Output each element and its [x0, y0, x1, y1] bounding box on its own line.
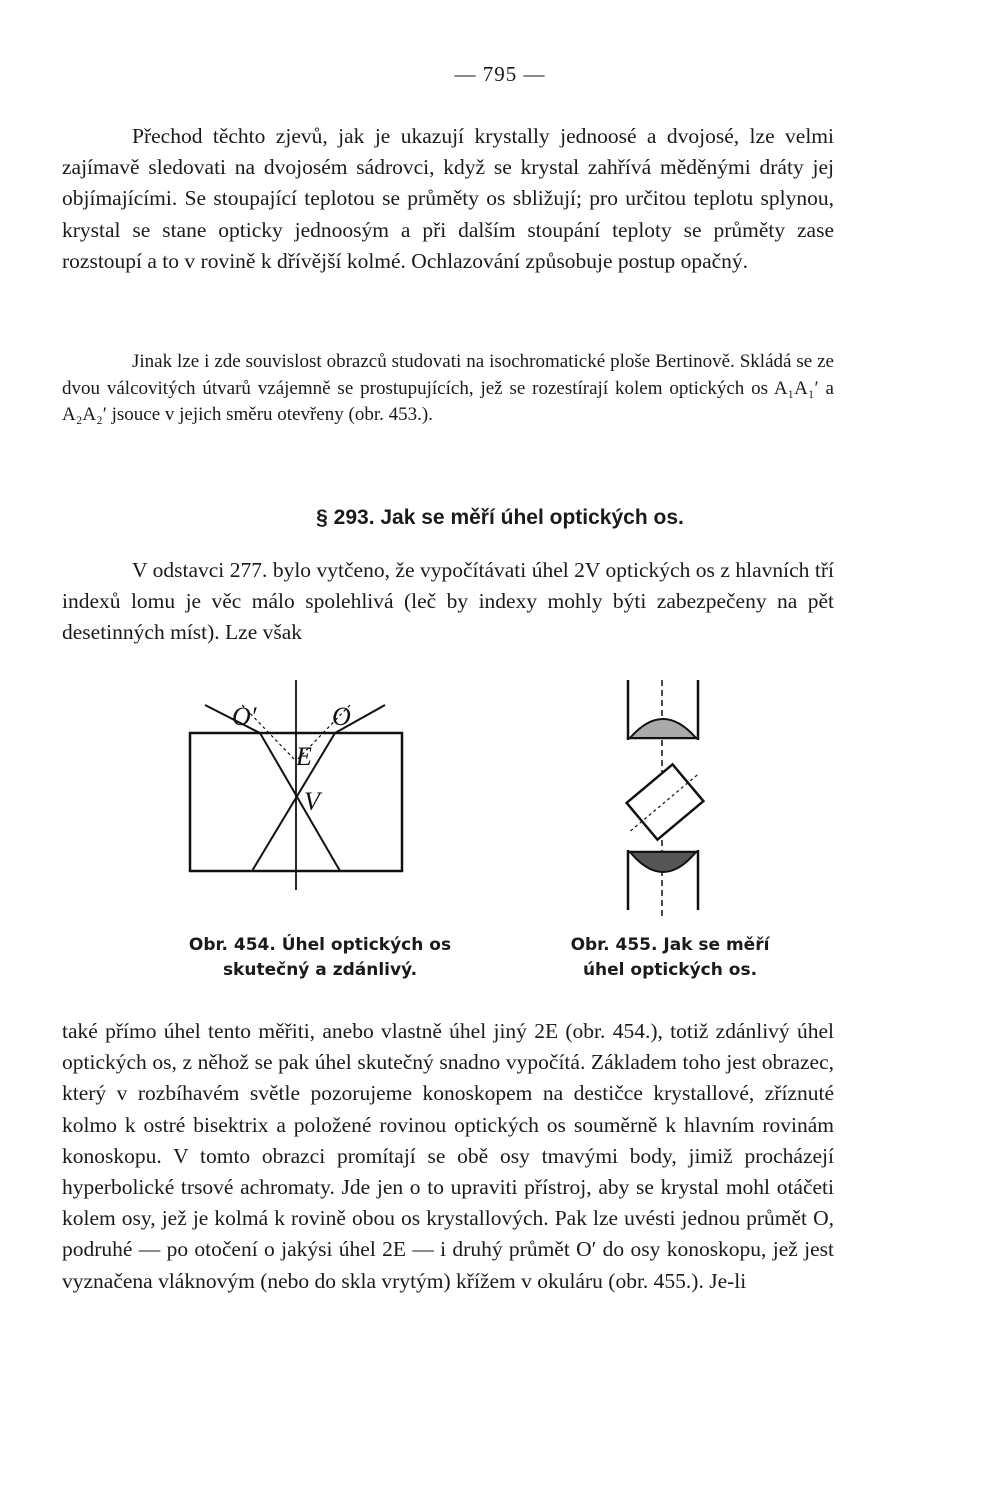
ray-cross-2 [252, 733, 335, 871]
section-heading: § 293. Jak se měří úhel optických os. [316, 506, 684, 529]
paragraph-angle-intro: V odstavci 277. bylo vytčeno, že vypočítávati úhel 2V optických os z hlavních tří indexů lomu je věc málo spolehlivá (leč by indexy mohly býti zabezpečeny na pět desetinných míst). Lze však [62, 558, 834, 645]
caption-455-line-2: úhel optických os. [582, 960, 758, 980]
caption-455-line-1: Obr. 455. Jak se měří [570, 935, 770, 955]
paragraph-crystal-heating: Přechod těchto zjevů, jak je ukazují krystally jednoosé a dvojosé, lze velmi zajímavě sledovati na dvojosém sádrovci, když se krystal zahřívá měděnými dráty jej objímajícími. Se stoupající teplotou se průměty os sbližují; pro určitou teplotu splynou, krystal se stane opticky jednoosým a při dalším stoupání teploty se průměty zase rozstoupí a to v rovině k dřívější kolmé. Ochlazování způsobuje postup opačný. [62, 124, 834, 273]
page-number: — 795 — [454, 62, 546, 86]
figure-455 [610, 680, 720, 920]
figure-454 [180, 675, 420, 890]
paragraph-apparent-angle: také přímo úhel tento měřiti, anebo vlastně úhel jiný 2E (obr. 454.), totiž zdánlivý úhel optických os, z něhož se pak úhel skutečný snadno vypočítá. Základem toho jest obrazec, který v rozbíhavém světle pozorujeme konoskopem na destičce krystallové, zříznuté kolmo k ostré bisektrix a položené rovinou optických os souměrně k hlavním rovinám konoskopu. V tomto obrazci promítají se obě osy tmavými body, jimiž procházejí hyperbolické trsové achromaty. Jde jen o to upraviti přístroj, aby se krystal mohl otáčeti kolem osy, jež je kolmá k rovině obou os krystallových. Pak lze uvésti jednou průmět O, podruhé — po otočení o jakýsi úhel 2E — i druhý průmět O′ do osy konoskopu, jež jest vyznačena vláknovým (nebo do skla vrytým) křížem v okuláru (obr. 455.). Je-li [62, 1019, 834, 1293]
caption-figure-455 [540, 933, 800, 983]
upper-hemisphere-lens [630, 719, 696, 738]
label-v: V [304, 787, 320, 816]
label-o-prime: O′ [232, 702, 257, 731]
caption-figure-454 [160, 933, 480, 983]
lower-hemisphere-lens [630, 852, 696, 872]
label-o: O [332, 702, 351, 731]
caption-454-line-1: Obr. 454. Úhel optických os [188, 935, 452, 955]
label-e: E [296, 742, 312, 771]
caption-454-line-2: skutečný a zdánlivý. [222, 960, 418, 980]
crystal-plate [615, 755, 715, 850]
paragraph-bertin-surface: Jinak lze i zde souvislost obrazců studovati na isochromatické ploše Bertinově. Skládá se ze dvou válcovitých útvarů vzájemně se prostupujících, jež se rozestírají kolem optických os A₁A₁′ a A₂A₂′ jsouce v jejich směru otevřeny (obr. 453.). [62, 351, 834, 425]
